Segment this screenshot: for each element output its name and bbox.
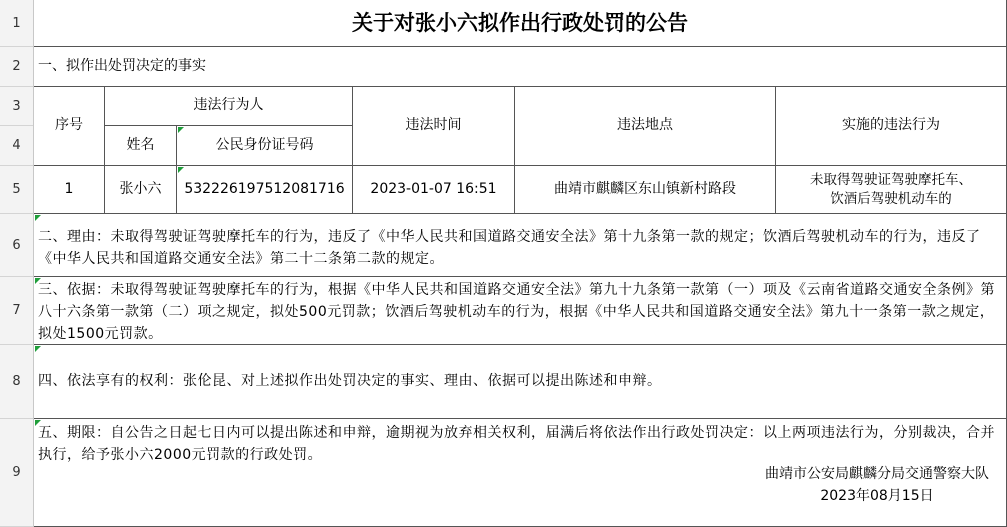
section-facts-heading[interactable]: 一、拟作出处罚决定的事实 [34, 47, 1007, 87]
record-seq[interactable]: 1 [34, 166, 105, 214]
record-id-number[interactable]: 532226197512081716 [177, 166, 353, 214]
record-behavior[interactable] [776, 166, 1007, 214]
record-behavior-line2: 饮酒后驾驶机动车的 [830, 190, 952, 207]
deadline-paragraph: 五、期限：自公告之日起七日内可以提出陈述和申辩，逾期视为放弃相关权利，届满后将依法作出行政处罚决定：以上两项违法行为，分别裁决，合并执行，给予张小六2000元罚款的行政处罚。 [38, 425, 995, 463]
header-place[interactable]: 违法地点 [515, 87, 776, 166]
cell-marker-icon [35, 215, 41, 221]
header-behavior[interactable]: 实施的违法行为 [776, 87, 1007, 166]
header-seq[interactable]: 序号 [34, 87, 105, 166]
row-number-gutter [0, 0, 34, 527]
spreadsheet-grid [34, 0, 1007, 527]
row-header-9[interactable]: 9 [0, 419, 33, 527]
basis-paragraph[interactable]: 三、依据：未取得驾驶证驾驶摩托车的行为，根据《中华人民共和国道路交通安全法》第九十九条第一款第（一）项及《云南省道路交通安全条例》第八十六条第一款第（二）项之规定，拟处500元罚款；饮酒后驾驶机动车的行为，根据《中华人民共和国道路交通安全法》第九十一条第一款之规定，拟处1500元罚款。 [34, 277, 1007, 345]
cell-marker-icon [178, 167, 184, 173]
row-header-6[interactable]: 6 [0, 214, 33, 277]
rights-paragraph[interactable]: 四、依法享有的权利：张伦昆、对上述拟作出处罚决定的事实、理由、依据可以提出陈述和申辩。 [34, 345, 1007, 419]
record-place[interactable]: 曲靖市麒麟区东山镇新村路段 [515, 166, 776, 214]
row-header-2[interactable]: 2 [0, 47, 33, 87]
cell-marker-icon [35, 346, 41, 352]
cell-marker-icon [35, 278, 41, 284]
header-name[interactable]: 姓名 [105, 126, 177, 166]
cell-marker-icon [178, 127, 184, 133]
row-header-5[interactable]: 5 [0, 166, 33, 214]
record-name[interactable]: 张小六 [105, 166, 177, 214]
record-time[interactable]: 2023-01-07 16:51 [353, 166, 515, 214]
signature-org: 曲靖市公安局麒麟分局交通警察大队 [765, 466, 989, 482]
record-behavior-line1: 未取得驾驶证驾驶摩托车、 [810, 171, 972, 188]
reason-paragraph[interactable]: 二、理由：未取得驾驶证驾驶摩托车的行为，违反了《中华人民共和国道路交通安全法》第十九条第一款的规定；饮酒后驾驶机动车的行为，违反了《中华人民共和国道路交通安全法》第二十二条第二款的规定。 [34, 214, 1007, 277]
row-header-3[interactable]: 3 [0, 87, 33, 126]
page-title[interactable]: 关于对张小六拟作出行政处罚的公告 [34, 0, 1007, 47]
header-time[interactable]: 违法时间 [353, 87, 515, 166]
row-header-1[interactable]: 1 [0, 0, 33, 47]
row-header-4[interactable]: 4 [0, 126, 33, 166]
header-violator[interactable]: 违法行为人 [105, 87, 353, 126]
cell-marker-icon [35, 420, 41, 426]
signature-block [765, 463, 989, 507]
row-header-8[interactable]: 8 [0, 345, 33, 419]
header-id-number[interactable]: 公民身份证号码 [177, 126, 353, 166]
signature-date: 2023年08月15日 [820, 488, 934, 504]
row-header-7[interactable]: 7 [0, 277, 33, 345]
